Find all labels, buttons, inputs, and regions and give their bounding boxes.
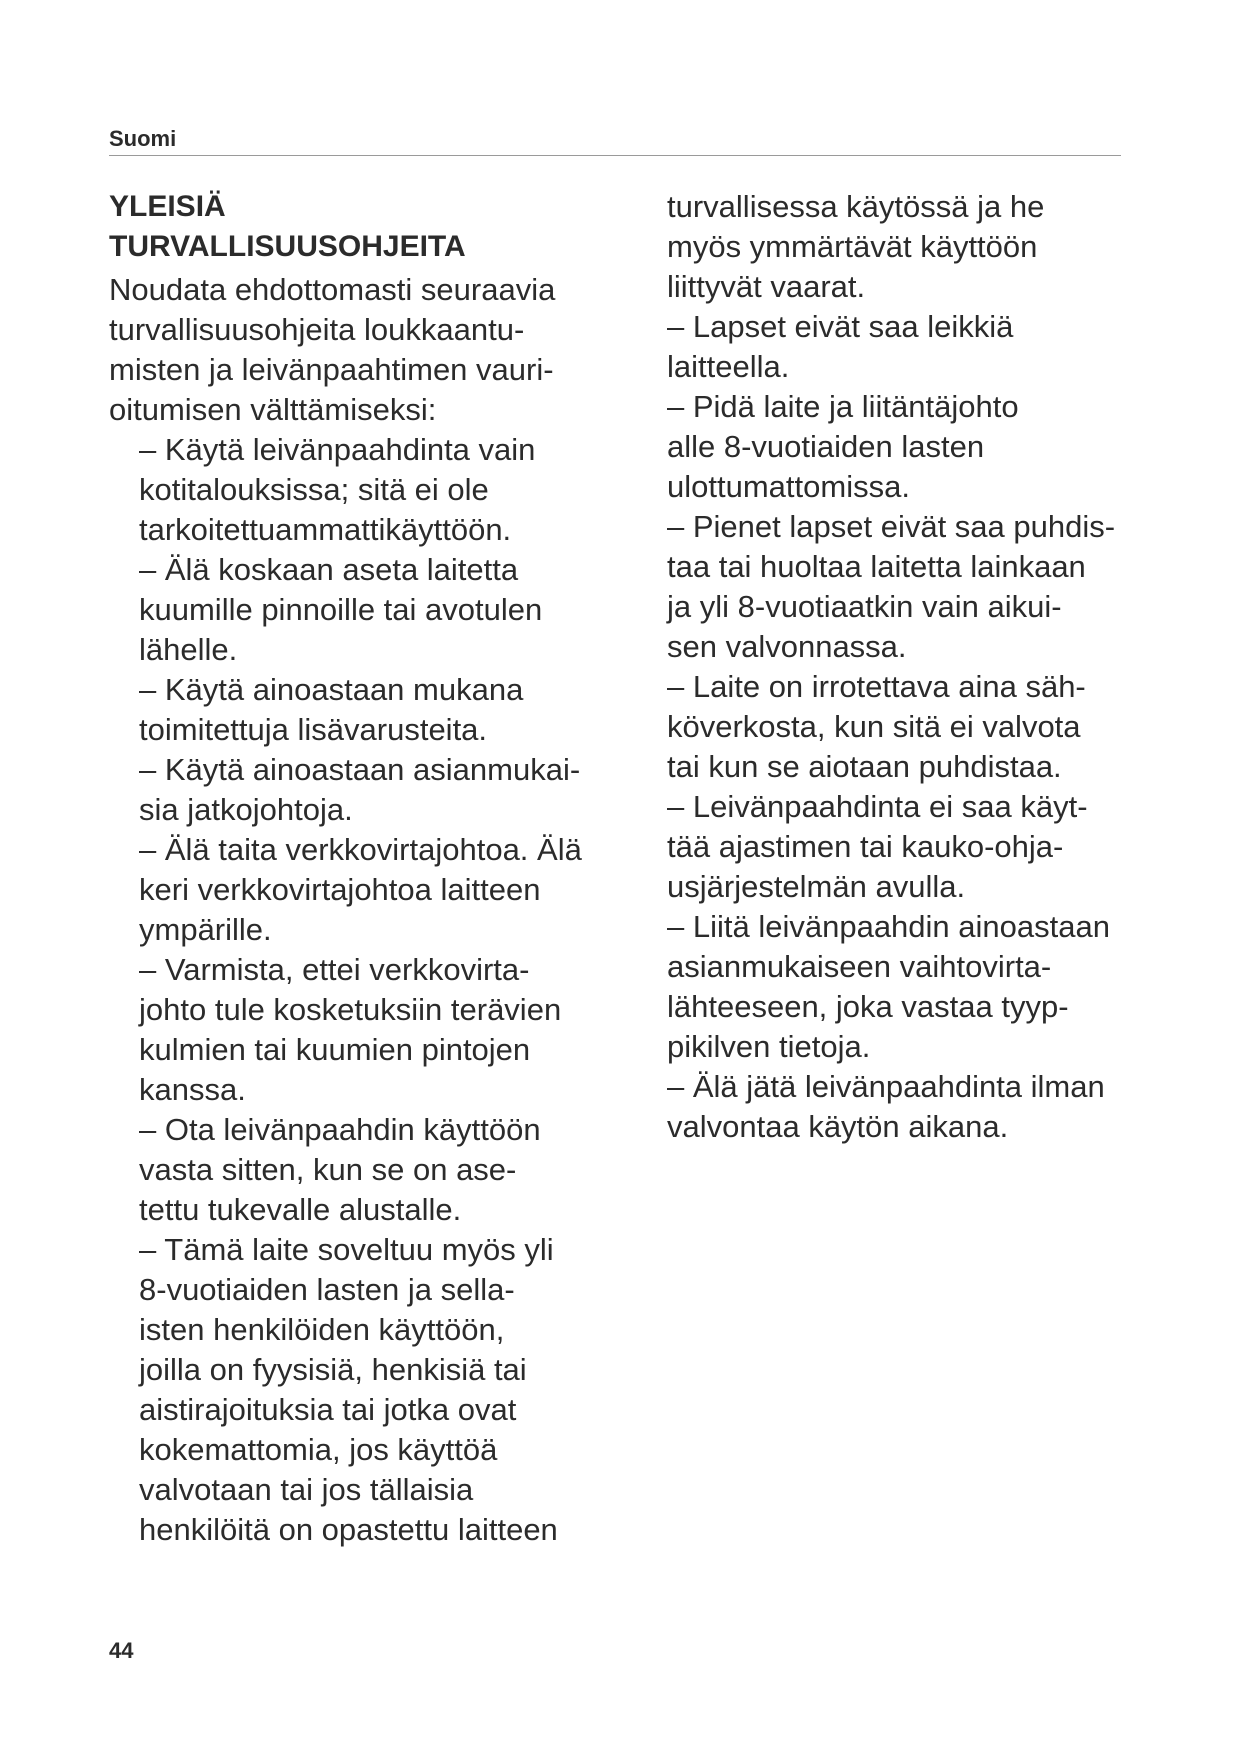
instruction-line: – Käytä leivänpaahdinta vain [139, 432, 536, 467]
instruction-line: myös ymmärtävät käyttöön [667, 229, 1038, 264]
section-title-line: YLEISIÄ [109, 190, 226, 223]
instruction-line: vasta sitten, kun se on ase- [139, 1152, 517, 1187]
instruction-line: henkilöitä on opastettu laitteen [139, 1512, 558, 1547]
instruction-line: – Lapset eivät saa leikkiä [667, 309, 1014, 344]
intro-line: misten ja leivänpaahtimen vauri- [109, 352, 554, 387]
instruction-line: – Älä jätä leivänpaahdinta ilman [667, 1069, 1105, 1104]
instruction-line: – Leivänpaahdinta ei saa käyt- [667, 789, 1088, 824]
instruction-line: pikilven tietoja. [667, 1029, 871, 1064]
instruction-line: kanssa. [139, 1072, 246, 1107]
instruction-line: isten henkilöiden käyttöön, [139, 1312, 505, 1347]
instruction-line: tarkoitettuammattikäyttöön. [139, 512, 512, 547]
language-label: Suomi [109, 126, 177, 151]
instruction-line: valvotaan tai jos tällaisia [139, 1472, 474, 1507]
instruction-line: kotitalouksissa; sitä ei ole [139, 472, 489, 507]
instruction-line: ympärille. [139, 912, 272, 947]
page-header [109, 126, 1121, 156]
instruction-item [667, 1067, 1167, 1147]
instruction-line: kokemattomia, jos käyttöä [139, 1432, 498, 1467]
instruction-item [139, 750, 639, 830]
instruction-line: tai kun se aiotaan puhdistaa. [667, 749, 1062, 784]
left-instruction-list [109, 430, 639, 1550]
instruction-line: lähteeseen, joka vastaa tyyp- [667, 989, 1069, 1024]
instruction-line: ulottumattomissa. [667, 469, 910, 504]
right-column [667, 187, 1167, 1147]
page-number: 44 [109, 1638, 134, 1663]
instruction-line: – Laite on irrotettava aina säh- [667, 669, 1086, 704]
instruction-line: sia jatkojohtoja. [139, 792, 353, 827]
instruction-item [667, 387, 1167, 507]
instruction-line: – Varmista, ettei verkkovirta- [139, 952, 530, 987]
instruction-item [139, 950, 639, 1110]
instruction-line: keri verkkovirtajohtoa laitteen [139, 872, 541, 907]
instruction-line: sen valvonnassa. [667, 629, 907, 664]
instruction-line: tettu tukevalle alustalle. [139, 1192, 462, 1227]
instruction-line: kulmien tai kuumien pintojen [139, 1032, 531, 1067]
instruction-line: taa tai huoltaa laitetta lainkaan [667, 549, 1086, 584]
instruction-item [667, 187, 1167, 307]
instruction-line: joilla on fyysisiä, henkisiä tai [139, 1352, 527, 1387]
instruction-line: 8-vuotiaiden lasten ja sella- [139, 1272, 515, 1307]
instruction-item [667, 667, 1167, 787]
instruction-line: – Pidä laite ja liitäntäjohto [667, 389, 1019, 424]
instruction-item [139, 430, 639, 550]
instruction-line: kuumille pinnoille tai avotulen [139, 592, 543, 627]
instruction-line: alle 8-vuotiaiden lasten [667, 429, 985, 464]
instruction-line: – Käytä ainoastaan mukana [139, 672, 524, 707]
intro-line: oitumisen välttämiseksi: [109, 392, 437, 427]
instruction-item [139, 830, 639, 950]
instruction-item [667, 907, 1167, 1067]
instruction-line: asianmukaiseen vaihtovirta- [667, 949, 1052, 984]
instruction-line: – Käytä ainoastaan asianmukai- [139, 752, 581, 787]
instruction-item [667, 787, 1167, 907]
instruction-line: – Liitä leivänpaahdin ainoastaan [667, 909, 1110, 944]
instruction-item [139, 670, 639, 750]
instruction-line: johto tule kosketuksiin terävien [139, 992, 562, 1027]
instruction-line: – Pienet lapset eivät saa puhdis- [667, 509, 1116, 544]
intro-line: Noudata ehdottomasti seuraavia [109, 272, 556, 307]
instruction-line: toimitettuja lisävarusteita. [139, 712, 488, 747]
instruction-line: – Älä taita verkkovirtajohtoa. Älä [139, 832, 582, 867]
instruction-line: laitteella. [667, 349, 790, 384]
section-title-line: TURVALLISUUSOHJEITA [109, 230, 466, 263]
instruction-line: – Ota leivänpaahdin käyttöön [139, 1112, 541, 1147]
instruction-line: lähelle. [139, 632, 238, 667]
instruction-line: köverkosta, kun sitä ei valvota [667, 709, 1081, 744]
instruction-line: valvontaa käytön aikana. [667, 1109, 1009, 1144]
section-title [109, 187, 639, 267]
instruction-line: turvallisessa käytössä ja he [667, 189, 1045, 224]
left-column [109, 187, 639, 1550]
instruction-line: usjärjestelmän avulla. [667, 869, 966, 904]
instruction-line: liittyvät vaarat. [667, 269, 866, 304]
instruction-item [139, 550, 639, 670]
instruction-item [667, 507, 1167, 667]
right-instruction-list [667, 187, 1167, 1147]
instruction-line: – Tämä laite soveltuu myös yli [139, 1232, 554, 1267]
instruction-line: – Älä koskaan aseta laitetta [139, 552, 519, 587]
instruction-line: aistirajoituksia tai jotka ovat [139, 1392, 517, 1427]
intro-line: turvallisuusohjeita loukkaantu- [109, 312, 525, 347]
intro-paragraph [109, 270, 639, 430]
instruction-line: tää ajastimen tai kauko-ohja- [667, 829, 1064, 864]
instruction-line: ja yli 8-vuotiaatkin vain aikui- [667, 589, 1062, 624]
instruction-item [139, 1110, 639, 1230]
instruction-item [667, 307, 1167, 387]
instruction-item [139, 1230, 639, 1550]
